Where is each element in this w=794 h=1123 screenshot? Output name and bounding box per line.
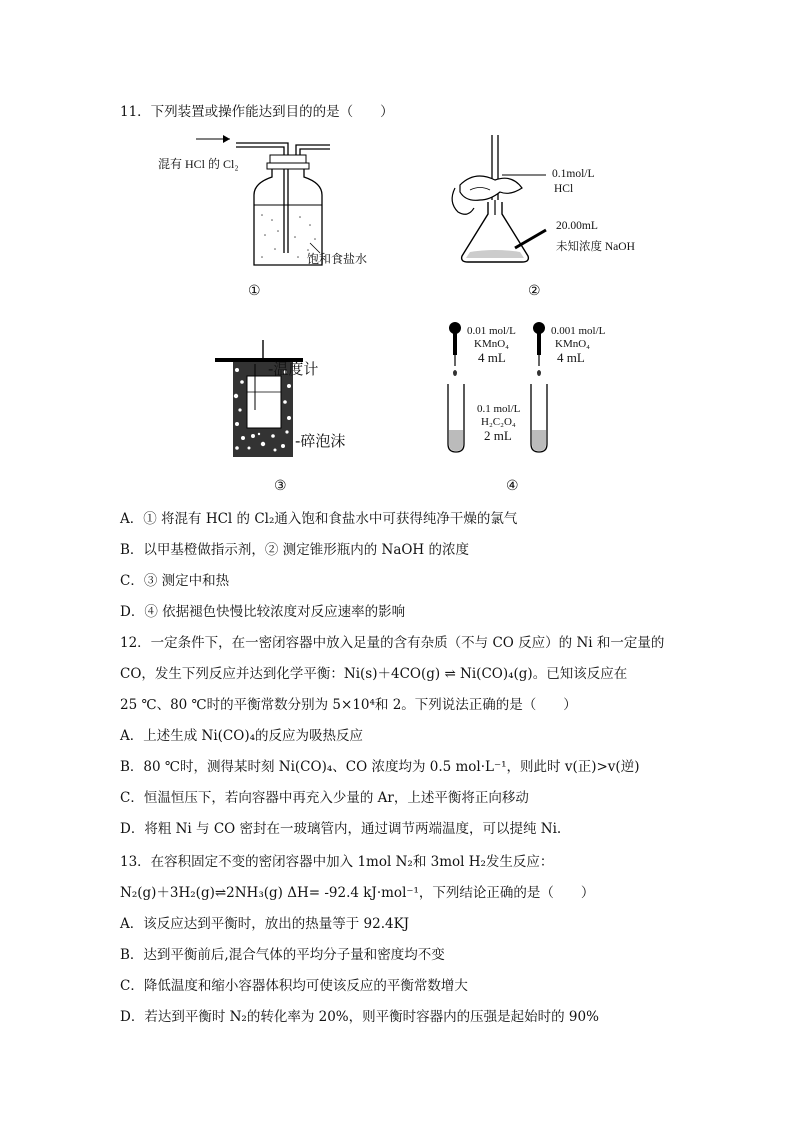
- q11-option-d: D．④ 依据褪色快慢比较浓度对反应速率的影响: [120, 604, 406, 620]
- q11-stem: 11．下列装置或操作能达到目的的是（ ）: [120, 104, 394, 120]
- fig3-thermometer-label: -温度计: [268, 360, 319, 378]
- q13-option-d: D．若达到平衡时 N₂的转化率为 20%，则平衡时容器内的压强是起始时的 90%: [120, 1009, 599, 1025]
- q12-option-a: A．上述生成 Ni(CO)₄的反应为吸热反应: [120, 728, 364, 744]
- q13-stem-line-2: N₂(g)＋3H₂(g)⇌2NH₃(g) ΔH= -92.4 kJ·mol⁻¹，下列结论正确的是（ ）: [120, 885, 595, 901]
- fig4-tube-reagent: H₂C₂O₄: [481, 416, 516, 428]
- fig2-number: ②: [528, 283, 541, 299]
- fig4-tube-conc: 0.1 mol/L: [477, 403, 521, 415]
- q12-stem-line-2: CO，发生下列反应并达到化学平衡：Ni(s)＋4CO(g) ⇌ Ni(CO)₄(g)。已知该反应在: [120, 666, 628, 682]
- fig4-left-conc: 0.01 mol/L: [467, 325, 516, 337]
- fig4-right-reagent: KMnO₄: [555, 338, 591, 350]
- fig2-acid-conc: 0.1mol/L: [552, 168, 595, 180]
- q12-stem-line-3: 25 ℃、80 ℃时的平衡常数分别为 5×10⁴和 2。下列说法正确的是（ ）: [120, 697, 577, 713]
- q13-option-c: C．降低温度和缩小容器体积均可使该反应的平衡常数增大: [120, 978, 468, 994]
- fig4-number: ④: [506, 478, 519, 494]
- fig1-water-label: 饱和食盐水: [307, 252, 368, 266]
- q12-stem-line-1: 12．一定条件下，在一密闭容器中放入足量的含有杂质（不与 CO 反应）的 Ni 和一定量的: [120, 635, 665, 651]
- q11-option-b: B．以甲基橙做指示剂，② 测定锥形瓶内的 NaOH 的浓度: [120, 542, 469, 558]
- fig4-tube-volume: 2 mL: [484, 428, 512, 443]
- q13-option-b: B．达到平衡前后,混合气体的平均分子量和密度均不变: [120, 947, 445, 963]
- fig4-left-reagent: KMnO₄: [474, 338, 510, 350]
- fig4-right-conc: 0.001 mol/L: [551, 325, 606, 337]
- fig4-left-volume: 4 mL: [478, 350, 506, 365]
- q11-option-c: C．③ 测定中和热: [120, 573, 230, 589]
- fig2-base-name: 未知浓度 NaOH: [556, 241, 635, 253]
- fig2-acid-name: HCl: [554, 183, 574, 195]
- fig1-gas-label: 混有 HCl 的 Cl₂: [158, 157, 239, 171]
- q13-option-a: A．该反应达到平衡时，放出的热量等于 92.4KJ: [120, 916, 410, 932]
- fig4-right-volume: 4 mL: [557, 350, 585, 365]
- q13-stem-line-1: 13．在容积固定不变的密闭容器中加入 1mol N₂和 3mol H₂发生反应：: [120, 854, 554, 870]
- q11-option-a: A．① 将混有 HCl 的 Cl₂通入饱和食盐水中可获得纯净干燥的氯气: [120, 511, 518, 527]
- q12-option-c: C．恒温恒压下，若向容器中再充入少量的 Ar，上述平衡将正向移动: [120, 790, 529, 806]
- q12-option-d: D．将粗 Ni 与 CO 密封在一玻璃管内，通过调节两端温度，可以提纯 Ni.: [120, 821, 562, 837]
- q12-option-b: B．80 ℃时，测得某时刻 Ni(CO)₄、CO 浓度均为 0.5 mol·L⁻¹，则此时 v(正)>v(逆): [120, 759, 640, 775]
- fig1-number: ①: [248, 283, 261, 299]
- fig3-number: ③: [274, 478, 287, 494]
- fig2-base-volume: 20.00mL: [556, 220, 598, 232]
- fig3-foam-label: -碎泡沫: [295, 432, 346, 450]
